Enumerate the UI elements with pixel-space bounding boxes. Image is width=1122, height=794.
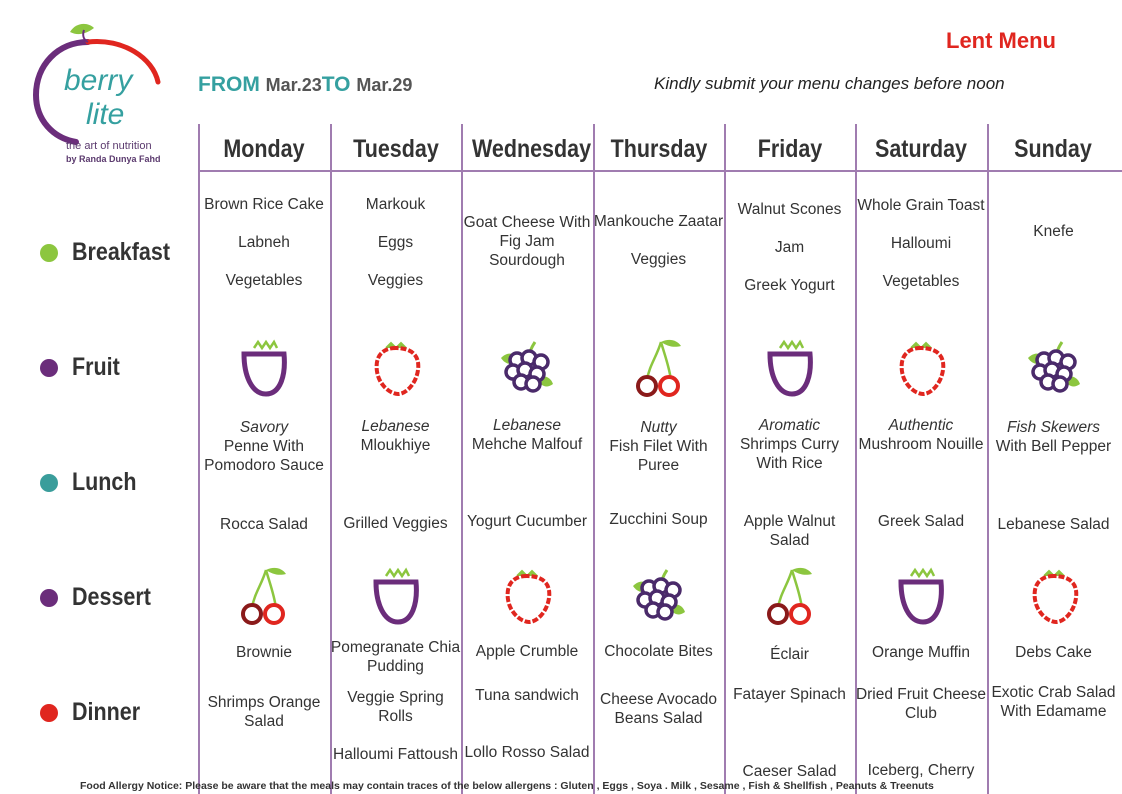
breakfast-cell-thursday bbox=[593, 212, 725, 269]
dinner-side-wednesday: Lollo Rosso Salad bbox=[464, 744, 590, 761]
meal-dot-fruit bbox=[40, 359, 58, 377]
dinner-side-saturday: Iceberg, Cherry bbox=[867, 762, 975, 779]
meal-label-lunch bbox=[40, 468, 147, 497]
dinner-main-friday: Fatayer Spinach bbox=[733, 686, 846, 703]
lunch-side-monday: Rocca Salad bbox=[220, 516, 308, 533]
lunch-main-italic: Aromatic bbox=[758, 417, 821, 434]
dessert-cell-friday: Éclair bbox=[770, 646, 809, 663]
day-header-monday: Monday bbox=[223, 135, 305, 163]
cherries-icon bbox=[627, 336, 691, 400]
strawberry-icon bbox=[889, 336, 953, 400]
lunch-main: Mushroom Nouille bbox=[858, 436, 984, 453]
breakfast-item: Walnut Scones bbox=[737, 201, 842, 218]
meal-label-text: Dessert bbox=[72, 583, 151, 611]
breakfast-cell-monday bbox=[198, 195, 330, 290]
dessert-cell-saturday: Orange Muffin bbox=[872, 644, 970, 661]
lunch-cell-monday bbox=[198, 418, 330, 475]
meal-label-breakfast bbox=[40, 238, 186, 267]
dessert-cell-monday: Brownie bbox=[236, 644, 292, 661]
lunch-cell-friday bbox=[724, 416, 856, 473]
breakfast-cell-sunday bbox=[988, 222, 1120, 241]
lunch-side-saturday: Greek Salad bbox=[877, 513, 965, 530]
breakfast-item: Knefe bbox=[1033, 223, 1074, 240]
breakfast-cell-wednesday bbox=[461, 213, 593, 270]
fig-icon bbox=[758, 336, 822, 400]
dessert-icon-tuesday bbox=[364, 564, 428, 633]
meal-label-dessert bbox=[40, 583, 164, 612]
lunch-side-sunday: Lebanese Salad bbox=[997, 516, 1110, 533]
day-header-sunday: Sunday bbox=[1014, 135, 1092, 163]
dessert-cell-thursday: Chocolate Bites bbox=[604, 643, 713, 660]
dinner-side-tuesday: Halloumi Fattoush bbox=[333, 746, 458, 763]
breakfast-item: Vegetables bbox=[882, 273, 960, 290]
lunch-side-tuesday: Grilled Veggies bbox=[343, 515, 448, 532]
from-label: FROM bbox=[198, 73, 260, 96]
meal-label-dinner bbox=[40, 698, 151, 727]
lunch-main-italic: Savory bbox=[239, 419, 289, 436]
meal-dot-dessert bbox=[40, 589, 58, 607]
from-date: Mar.23 bbox=[265, 75, 322, 95]
logo-word-lite: lite bbox=[86, 98, 125, 131]
lunch-main-italic: Lebanese bbox=[361, 418, 430, 435]
strawberry-icon bbox=[1022, 564, 1086, 628]
fruit-icon-saturday bbox=[889, 336, 953, 405]
lunch-cell-wednesday bbox=[461, 416, 593, 454]
lunch-main: Shrimps Curry With Rice bbox=[739, 436, 840, 472]
lunch-main: Penne With Pomodoro Sauce bbox=[204, 438, 324, 474]
breakfast-item: Brown Rice Cake bbox=[204, 196, 324, 213]
lunch-cell-thursday bbox=[593, 418, 725, 475]
fruit-icon-friday bbox=[758, 336, 822, 405]
breakfast-item: Veggies bbox=[367, 272, 424, 289]
to-label: TO bbox=[321, 73, 351, 96]
lunch-cell-tuesday bbox=[330, 417, 462, 455]
lunch-cell-sunday bbox=[988, 418, 1120, 456]
dessert-icon-thursday bbox=[627, 564, 691, 633]
grapes-icon bbox=[495, 336, 559, 400]
to-date: Mar.29 bbox=[356, 75, 413, 95]
fruit-icon-wednesday bbox=[495, 336, 559, 405]
day-header-saturday: Saturday bbox=[874, 135, 967, 163]
dessert-cell-sunday: Debs Cake bbox=[1015, 644, 1092, 661]
breakfast-item: Halloumi bbox=[890, 235, 952, 252]
breakfast-item: Markouk bbox=[365, 196, 426, 213]
dessert-cell-tuesday: Pomegranate Chia Pudding bbox=[330, 639, 461, 675]
dinner-main-tuesday: Veggie Spring Rolls bbox=[347, 689, 444, 725]
lunch-side-friday: Apple Walnut Salad bbox=[743, 513, 836, 549]
dessert-cell-wednesday: Apple Crumble bbox=[475, 643, 579, 660]
lunch-main: With Bell Pepper bbox=[995, 438, 1112, 455]
lunch-main-italic: Nutty bbox=[640, 419, 677, 436]
dessert-icon-wednesday bbox=[495, 564, 559, 633]
dessert-icon-saturday bbox=[889, 564, 953, 633]
brand-tagline: the art of nutrition bbox=[66, 140, 152, 152]
date-range bbox=[198, 73, 412, 97]
meal-label-text: Breakfast bbox=[72, 238, 170, 266]
brand-byline: by Randa Dunya Fahd bbox=[66, 154, 161, 164]
breakfast-item: Labneh bbox=[238, 234, 290, 251]
page-title: Lent Menu bbox=[946, 28, 1056, 53]
lunch-main-italic: Authentic bbox=[888, 417, 954, 434]
dinner-main-sunday: Exotic Crab Salad With Edamame bbox=[991, 684, 1116, 720]
breakfast-item: Eggs bbox=[377, 234, 414, 251]
dessert-icon-friday bbox=[758, 564, 822, 633]
strawberry-icon bbox=[495, 564, 559, 628]
meal-label-text: Lunch bbox=[72, 468, 137, 496]
dessert-icon-sunday bbox=[1022, 564, 1086, 633]
lunch-main: Mehche Malfouf bbox=[471, 436, 583, 453]
strawberry-icon bbox=[364, 336, 428, 400]
breakfast-item: Vegetables bbox=[225, 272, 303, 289]
meal-label-text: Dinner bbox=[72, 698, 141, 726]
lunch-main-italic: Lebanese bbox=[492, 417, 562, 434]
breakfast-item: Greek Yogurt bbox=[744, 277, 835, 294]
meal-dot-dinner bbox=[40, 704, 58, 722]
fruit-icon-tuesday bbox=[364, 336, 428, 405]
fig-icon bbox=[889, 564, 953, 628]
breakfast-cell-tuesday bbox=[330, 195, 462, 290]
cherries-icon bbox=[758, 564, 822, 628]
dinner-side-friday: Caeser Salad bbox=[742, 763, 837, 780]
dinner-main-monday: Shrimps Orange Salad bbox=[207, 694, 321, 730]
breakfast-cell-saturday bbox=[855, 196, 987, 291]
day-header-thursday: Thursday bbox=[610, 135, 708, 163]
breakfast-item: Whole Grain Toast bbox=[857, 197, 985, 214]
breakfast-item: Mankouche Zaatar bbox=[593, 213, 724, 230]
day-header-wednesday: Wednesday bbox=[471, 135, 592, 163]
lunch-cell-saturday bbox=[855, 416, 987, 454]
breakfast-item: Veggies bbox=[630, 251, 687, 268]
dessert-icon-monday bbox=[232, 564, 296, 633]
fruit-icon-sunday bbox=[1022, 336, 1086, 405]
fig-icon bbox=[364, 564, 428, 628]
lunch-main: Mloukhiye bbox=[360, 437, 431, 454]
lunch-main-italic: Fish Skewers bbox=[1006, 419, 1101, 436]
submission-notice: Kindly submit your menu changes before noon bbox=[654, 74, 1005, 93]
breakfast-item: Jam bbox=[774, 239, 805, 256]
logo-word-berry: berry bbox=[64, 64, 133, 97]
day-header-tuesday: Tuesday bbox=[353, 135, 439, 163]
cherries-icon bbox=[232, 564, 296, 628]
breakfast-item: Goat Cheese With Fig Jam Sourdough bbox=[463, 214, 591, 269]
fruit-icon-thursday bbox=[627, 336, 691, 405]
grapes-icon bbox=[1022, 336, 1086, 400]
lunch-side-thursday: Zucchini Soup bbox=[609, 511, 708, 528]
allergy-notice: Food Allergy Notice: Please be aware that the meals may contain traces of the below allergens : Gluten , Eggs , Soya . Milk , Sesame , Fish & Shellfish , Peanuts & Treenuts bbox=[80, 780, 934, 792]
dinner-main-saturday: Dried Fruit Cheese Club bbox=[855, 686, 987, 722]
lunch-side-wednesday: Yogurt Cucumber bbox=[466, 513, 588, 530]
meal-dot-breakfast bbox=[40, 244, 58, 262]
meal-dot-lunch bbox=[40, 474, 58, 492]
breakfast-cell-friday bbox=[724, 200, 856, 295]
fruit-icon-monday bbox=[232, 336, 296, 405]
grapes-icon bbox=[627, 564, 691, 628]
lunch-main: Fish Filet With Puree bbox=[609, 438, 708, 474]
meal-label-fruit bbox=[40, 353, 128, 382]
dinner-main-thursday: Cheese Avocado Beans Salad bbox=[600, 691, 717, 727]
meal-label-text: Fruit bbox=[72, 353, 120, 381]
header-underline bbox=[198, 170, 1122, 172]
day-header-friday: Friday bbox=[757, 135, 823, 163]
dinner-main-wednesday: Tuna sandwich bbox=[475, 687, 579, 704]
fig-icon bbox=[232, 336, 296, 400]
